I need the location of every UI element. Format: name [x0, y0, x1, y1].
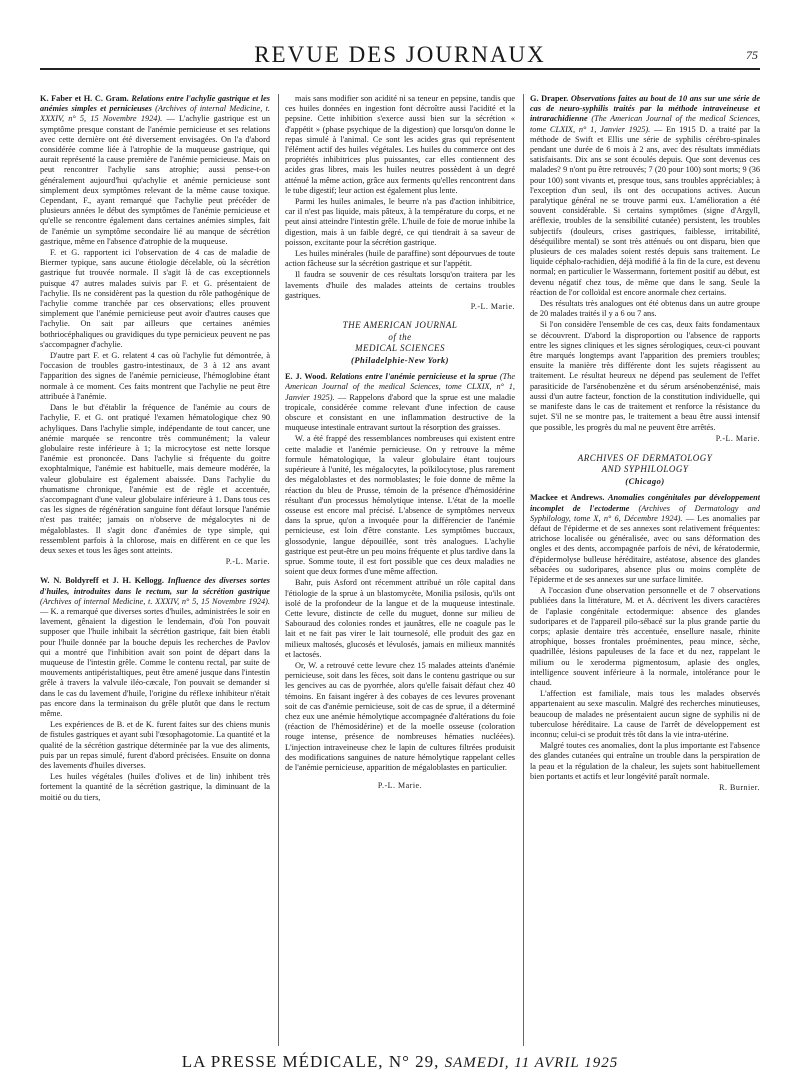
article-authors: W. N. Boldyreff et J. H. Kellogg. [40, 576, 164, 586]
column-3 [530, 94, 760, 1046]
journal-title: REVUE DES JOURNAUX [254, 42, 546, 67]
section-name: MEDICAL SCIENCES [354, 343, 446, 354]
article-text: — L'achylie gastrique est un symptôme presque constant de l'anémie pernicieuse et ses relations avec cette dernière ont été diversement envisagées. On l'a d'abord considérée comme liée à l'atrophie de la muqueuse gastrique, qui aurait représenté la cause première de l'anémie pernicieuse. Mais on peut rencontrer l'achylie sans atrophie; aussi pense-t-on généralement aujourd'hui qu'achylie et anémie pernicieuse sont simplement deux symptômes relevant de la même cause toxique. Cependant, F., ayant remarqué que l'achylie peut précéder de plusieurs années le début des symptômes de l'anémie pernicieuse et qu'elle se rencontre également dans certaines anémies simples, fait de l'anémie un symptôme secondaire lié au manque de sécrétion gastrique, même en l'absence d'atrophie de la muqueuse. [40, 114, 270, 246]
article-signature: P.-L. Marie. [715, 433, 760, 443]
article-heading [40, 576, 270, 719]
article-authors: E. J. Wood. [285, 372, 328, 382]
article-paragraph: Les huiles minérales (huile de paraffine) sont dépourvues de toute action fâcheuse sur la sécrétion gastrique et sur l'appétit. [285, 249, 515, 269]
section-of: of the [388, 331, 412, 342]
article-paragraph: F. et G. rapportent ici l'observation de 4 cas de maladie de Biermer typique, sans aucune étiologie décelable, où la sécrétion gastrique fut trouvée normale. Il s'agit là de cas exceptionnels puisque 47 autres malades suivis par F. et G. présentaient de l'achylie. Ils ne considèrent pas la question du rôle pathogénique de l'achylie comme tranchée par ces observations; elles prouvent simplement que l'anémie pernicieuse peut avoir d'autres causes que l'achylie. On sait par ailleurs que certaines anémies bothriocéphaliques ou gravidiques du type pernicieux peuvent ne pas s'accompagner d'achylie. [40, 248, 270, 349]
column-divider [278, 94, 279, 1046]
article-signature: R. Burnier. [719, 783, 760, 793]
column-1 [40, 94, 270, 1046]
article-authors: Mackee et Andrews. [530, 493, 605, 503]
article-wood [285, 372, 515, 791]
section-city: (Philadelphie-New York) [351, 354, 449, 365]
footer-date: SAMEDI, 11 AVRIL 1925 [444, 1055, 619, 1071]
article-title: Relations entre l'achylie gastrique et les anémies simples et pernicieuses [40, 94, 270, 114]
article-paragraph: W. a été frappé des ressemblances nombreuses qui existent entre cette maladie et l'anémie pernicieuse. On y retrouve la même formule hématologique, la valeur globulaire étant toujours supérieure à l'unité, les mégalocytes, la poïkilocytose, plus rarement des mégaloblastes et des normoblastes; le foie donne de même la réaction du bleu de Prusse, témoin de la présence d'hémosidérine résultant d'un processus hémolytique intense. L'état de la moelle osseuse est encore mal précisé. L'absence de symptômes nerveux dans la sprue, qu'on a invoquée pour la différencier de l'anémie pernicieuse, est loin d'être constante. Les symptômes buccaux, glossodynie, langue dépouillée, sont très analogues. L'achylie gastrique est peut-être un peu moins fréquente et plus tardive dans la sprue. Somme toute, il est fort possible que ces deux maladies ne soient que deux formes d'une même affection. [285, 434, 515, 577]
column-2 [285, 94, 515, 1046]
page-number: 75 [746, 48, 758, 62]
footer-publication: LA PRESSE MÉDICALE, [181, 1052, 384, 1071]
article-mackee-andrews [530, 493, 760, 793]
article-heading [285, 372, 515, 433]
journal-section-heading [530, 453, 760, 488]
article-paragraph: Malgré toutes ces anomalies, dont la plus importante est l'absence des glandes cutanées qui entraîne un trouble dans la perspiration de la peau et la régulation de la chaleur, les sujets sont habituellement bien portants et actifs et leur longévité paraît normale. [530, 741, 760, 781]
article-title: Anomalies congénitales par développement incomplet de l'ectoderme [530, 493, 760, 513]
section-name: AND SYPHILOLOGY [601, 464, 689, 475]
header-rule [40, 68, 760, 70]
article-text: — Les anomalies par défaut de l'épiderme et de ses annexes sont relativement fréquentes: atrichose localisée ou généralisée, avec ou sans déformation des ongles et des dents, accompagnée parfois de névi, de kératodermie, d'épidermolyse bulleuse héréditaire, astéatose, absence des glandes sébacées ou sudoripares, absence plus ou moins complète de l'épiderme et de ses annexes sur une surface limitée. [530, 513, 760, 585]
running-head [40, 38, 760, 72]
article-source: (Archives of Dermatology and Syphilology, tome X, n° 6, Décembre 1924). [530, 503, 760, 523]
article-paragraph: mais sans modifier son acidité ni sa teneur en pepsine, tandis que ces huiles données en ingestion font décroître aussi l'acidité et la pepsine. Cette inhibition s'exerce aussi bien sur la sécrétion « d'appétit » (phase psychique de la digestion) que lorsqu'on donne le repas simulé à l'animal. Ce sont les acides gras qui représentent l'élément actif des huiles végétales. Les huiles du commerce ont des propriétés inhibitrices plus puissantes, car elles contiennent des acides gras libres, mais les huiles neutres possèdent à un degré atténué la même action, grâce aux ferments qu'elles rencontrent dans le tube digestif; leur action est également plus lente. [285, 94, 515, 195]
article-heading [530, 493, 760, 585]
article-signature: P.-L. Marie. [225, 557, 270, 567]
column-divider [523, 94, 524, 1046]
article-paragraph: L'affection est familiale, mais tous les malades observés appartenaient au sexe masculin. Malgré des recherches minutieuses, beaucoup de malades ne présentaient aucun signe de syphilis ni de tuberculose héréditaire. La cause de l'arrêt de développement est inconnu; celui-ci se produit très tôt dans la vie intra-utérine. [530, 689, 760, 740]
article-title: Influence des diverses sortes d'huiles, introduites dans le rectum, sur la sécrétion gastrique [40, 576, 270, 596]
footer-line [40, 1052, 760, 1072]
article-paragraph: Si l'on considère l'ensemble de ces cas, deux faits fondamentaux se découvrent. D'abord la disproportion ou l'absence de rapports entre les signes cliniques et les signes sérologiques, ceux-ci pouvant être marqués longtemps avant l'apparition des premiers troubles; ensuite la manière très différente dont les sujets réagissent au traitement. Le résultat heureux ne dépend pas seulement de l'effet parasiticide de l'arsénobenzène et du sérum arsénobenzénisé, mais aussi d'un autre facteur, fonction de la constitution individuelle, qui se manifeste dans le cas de traitement et renforce la résistance du sujet. S'il ne se montre pas, le traitement a beau être aussi intensif que possible, les progrès du mal ne peuvent être arrêtés. [530, 320, 760, 432]
footer-issue: N° 29, [388, 1052, 440, 1071]
article-paragraph: Bahr, puis Asford ont récemment attribué un rôle capital dans l'étiologie de la sprue à un blastomycète, Monilia psilosis, qu'ils ont isolé de la profondeur de la langue et de la muqueuse intestinale. Cette levure, distincte de celle du muguet, donne sur milieu de Sabouraud des colonies rondes et jaunâtres, elle ne coagule pas le lait et ne fait pas virer le lait tournesolé, elle produit des gaz en milieux maltosés, glucosés et lévulosés, jamais en milieux mannités et lactosés. [285, 578, 515, 659]
article-authors: G. Draper. [530, 94, 569, 103]
article-text: — Rappelons d'abord que la sprue est une maladie tropicale, considérée comme relevant d'une infection de cause obscure et consistant en une inflammation destructive de la muqueuse intestinale entravant surtout la résorption des graisses. [285, 392, 515, 433]
article-heading [530, 94, 760, 298]
article-source: (The American Journal of the medical Sciences, tome CLXIX, n° 1, Janvier 1925). [530, 114, 760, 134]
article-paragraph: Des résultats très analogues ont été obtenus dans un autre groupe de 20 malades traités il y a 6 ou 7 ans. [530, 299, 760, 319]
article-draper [530, 94, 760, 444]
article-source: (Archives of internal Medicine, t. XXXIV, n° 5, 15 Novembre 1924). [40, 104, 270, 124]
article-paragraph: Les expériences de B. et de K. furent faites sur des chiens munis de fistules gastriques et ayant subi l'œsophagotomie. La quantité et la qualité de la sécrétion gastrique déterminée par la vue des aliments, puis par un repas simulé, furent d'abord précisées. Ensuite on donna des lavements d'huiles diverses. [40, 720, 270, 770]
article-paragraph: Or, W. a retrouvé cette levure chez 15 malades atteints d'anémie pernicieuse, soit dans les fèces, soit dans le contenu gastrique ou sur les gencives au cas de pyorrhée, alors qu'elle faisait défaut chez 40 témoins. En faisant ingérer à des cobayes de ces levures provenant soit de cas d'anémie pernicieuse, soit de cas de sprue, il a déterminé chez eux une anémie hémolytique accompagnée d'altérations du foie (réaction de l'hémosidérine) et de la moelle osseuse (coloration rouge intense, présence de nombreuses hématies nucléées). L'injection intraveineuse chez le lapin de cultures filtrées produisit des modifications sanguines de nature hémolytique rappelant celles de l'anémie pernicieuse, apparition de mégaloblastes en particulier. [285, 660, 515, 772]
article-heading [40, 94, 270, 247]
article-paragraph: Il faudra se souvenir de ces résultats lorsqu'on traitera par les lavements d'huile des malades atteints de certains troubles gastriques. [285, 270, 515, 300]
article-text: — En 1915 D. a traité par la méthode de Swift et Ellis une série de syphilis cérébro-spinales pendant une durée de 6 mois à 2 ans, avec des résultats immédiats satisfaisants. Dix ans se sont écoulés depuis. Que sont devenus ces malades? 9 n'ont pu être retrouvés; 7 (20 pour 100) sont morts; 9 (36 pour 100) sont vivants et, presque tous, sans troubles appréciables; à l'exception d'un seul, ils ont des occupations actives. Aucun paralytique général ne se trouve parmi eux. L'amélioration a été souvent considérable. Si certains symptômes (signe d'Argyll, aréflexie, troubles de la sensibilité cutanée) persistent, les troubles subjectifs (douleurs, crises gastriques, faiblesse, irritabilité, déséquilibre mental) se sont très atténués ou ont disparu, bien que plusieurs de ces malades soient restés depuis sans traitement. Le liquide céphalo-rachidien, déjà modifié à la fin de la cure, est devenu normal; en particulier le Wassermann, fortement positif au début, est devenu négatif chez tous, de même que dans le sang. Seule la réaction de l'or colloïdal est encore anormale chez certains. [530, 124, 760, 297]
article-title: Relations entre l'anémie pernicieuse et la sprue [330, 372, 497, 382]
article-source: (Archives of internal Medicine, t. XXXIV, n° 5, 15 Novembre 1924). [40, 596, 270, 606]
article-signature: P.-L. Marie. [470, 302, 515, 312]
article-title: Observations faites au bout de 10 ans sur une série de cas de neuro-syphilis traités par la méthode intraveineuse et intrarachidienne [530, 94, 760, 124]
article-paragraph: Dans le but d'établir la fréquence de l'anémie au cours de l'achylie, F. et G. ont pratiqué l'examen hématologique chez 90 achyliques. Dans l'achylie simple, indépendante de tout cancer, une anémie marquée se rencontre très communément; la valeur globulaire reste inférieure à 1; la microcytose est nette lorsque l'anémie est prononcée. Dans l'achylie si fréquente du goitre exophtalmique, l'anémie est habituelle, mais demeure modérée, la valeur globulaire est également abaissée. Dans l'achylie du rhumatisme chronique, l'anémie est de règle et accentuée, s'accompagnant d'une valeur globulaire inférieure à 1. Dans tous ces cas les signes de régénération sanguine font défaut lorsque l'anémie n'est pas traitée; jamais on n'observe de mégalocytes ni de mégaloblastes. Il s'agit donc d'anémies de type simple, qui ressemblent parfois à la chlorose, mais en diffèrent en ce que les deux sexes et tous les âges sont atteints. [40, 403, 270, 555]
article-faber-gram [40, 94, 270, 567]
article-paragraph: A l'occasion d'une observation personnelle et de 7 observations publiées dans la littérature, M. et A. décrivent les divers caractères de l'aplasie congénitale ectodermique: absence des glandes sudoripares et de l'appareil pilo-sébacé sur la plus grande partie du corps; aplasie dentaire très accentuée, ensellure nasale, rhinite atrophique, bosses frontales proéminentes, peau mince, sèche, quadrillée, lésions papuleuses de la face et du nez, rappelant le milium ou le xeroderma pigmentosum, aplasie des ongles, intelligence souvent inférieure à la normale, intolérance pour le chaud. [530, 586, 760, 688]
journal-section-heading [285, 320, 515, 366]
page-footer [40, 1052, 760, 1076]
section-title: THE AMERICAN JOURNAL [342, 320, 458, 331]
article-boldyreff-kellogg [40, 576, 270, 802]
article-source: (The American Journal of the medical Sciences, tome CLXIX, n° 1, Janvier 1925). [285, 372, 515, 402]
article-paragraph: Les huiles végétales (huiles d'olives et de lin) inhibent très fortement la quantité de la sécrétion gastrique, la diminuant de la moitié ou du tiers, [40, 772, 270, 802]
article-signature: P.-L. Marie. [377, 781, 423, 791]
article-paragraph: Parmi les huiles animales, le beurre n'a pas d'action inhibitrice, car il n'est pas liquide, mais pâteux, à la température du corps, et ne peut ainsi atteindre l'intestin grêle. L'huile de foie de morue inhibe la digestion, mais à un faible degré, ce qui tiendrait à sa saveur de poisson, excitante pour la sécrétion gastrique. [285, 197, 515, 247]
article-authors: K. Faber et H. C. Gram. [40, 94, 129, 103]
article-paragraph: D'autre part F. et G. relatent 4 cas où l'achylie fut démontrée, à l'occasion de troubles gastro-intestinaux, de 3 à 12 ans avant l'apparition des signes de l'anémie pernicieuse, l'hémoglobine étant normale à ce moment. Ces faits montrent que l'achylie ne peut être attribuée à l'anémie. [40, 351, 270, 401]
article-text: — K. a remarqué que diverses sortes d'huiles, administrées le soir en lavement, gênaient la digestion le lendemain, d'où l'on pouvait supposer que l'huile inhibait la sécrétion gastrique, fait bien établi pour l'huile donnée par la bouche depuis les recherches de Pavlov qui a montré que l'inhibition avait son point de départ dans la muqueuse de l'intestin grêle. Comme le contenu rectal, par suite de mouvements antipéristaltiques, peut être amené jusque dans l'intestin grêle à travers la valvule iléo-cæcale, l'on pouvait se demander si dans le cas du lavement d'huile, l'origine du réflexe inhibiteur n'était pas encore dans la terminaison du grêle plutôt que dans le rectum même. [40, 606, 270, 718]
section-title: ARCHIVES OF DERMATOLOGY [577, 452, 713, 463]
section-city: (Chicago) [625, 475, 665, 486]
